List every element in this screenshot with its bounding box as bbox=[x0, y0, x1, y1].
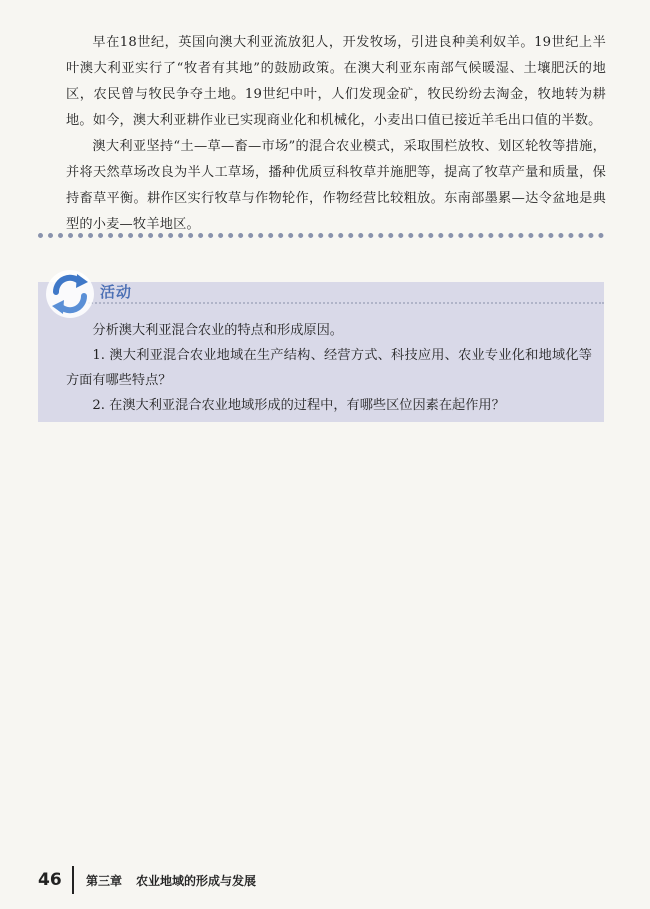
activity-title: 活动 bbox=[100, 283, 133, 301]
activity-title-rule bbox=[88, 302, 604, 304]
page-footer bbox=[38, 866, 256, 894]
activity-question-2: 2. 在澳大利亚混合农业地域形成的过程中，有哪些区位因素在起作用？ bbox=[92, 398, 505, 413]
activity-intro: 分析澳大利亚混合农业的特点和形成原因。 bbox=[92, 323, 343, 338]
paragraph-history: 早在18世纪，英国向澳大利亚流放犯人，开发牧场，引进良种美利奴羊。19世纪上半叶澳大利亚实行了“牧者有其地”的鼓励政策。在澳大利亚东南部气候暖湿、土壤肥沃的地区，农民曾与牧民争夺土地。19世纪中叶，人们发现金矿，牧民纷纷去淘金，牧地转为耕地。如今，澳大利亚耕作业已实现商业化和机械化，小麦出口值已接近羊毛出口值的半数。 bbox=[66, 35, 606, 128]
chapter-title: 农业地域的形成与发展 bbox=[136, 873, 257, 888]
section-divider bbox=[38, 233, 604, 238]
paragraph-model: 澳大利亚坚持“土—草—畜—市场”的混合农业模式，采取围栏放牧、划区轮牧等措施，并将天然草场改良为半人工草场，播种优质豆科牧草并施肥等，提高了牧草产量和质量，保持畜草平衡。耕作区实行牧草与作物轮作，作物经营比较粗放。东南部墨累—达令盆地是典型的小麦—牧羊地区。 bbox=[66, 139, 606, 232]
body-text bbox=[66, 30, 606, 238]
cycle-arrows-icon bbox=[44, 268, 96, 320]
page-number: 46 bbox=[38, 870, 62, 890]
activity-question-1: 1. 澳大利亚混合农业地域在生产结构、经营方式、科技应用、农业专业化和地域化等方面有哪些特点？ bbox=[66, 348, 592, 388]
activity-body bbox=[66, 318, 592, 418]
chapter-label: 第三章 bbox=[86, 873, 123, 888]
footer-separator bbox=[72, 866, 74, 894]
